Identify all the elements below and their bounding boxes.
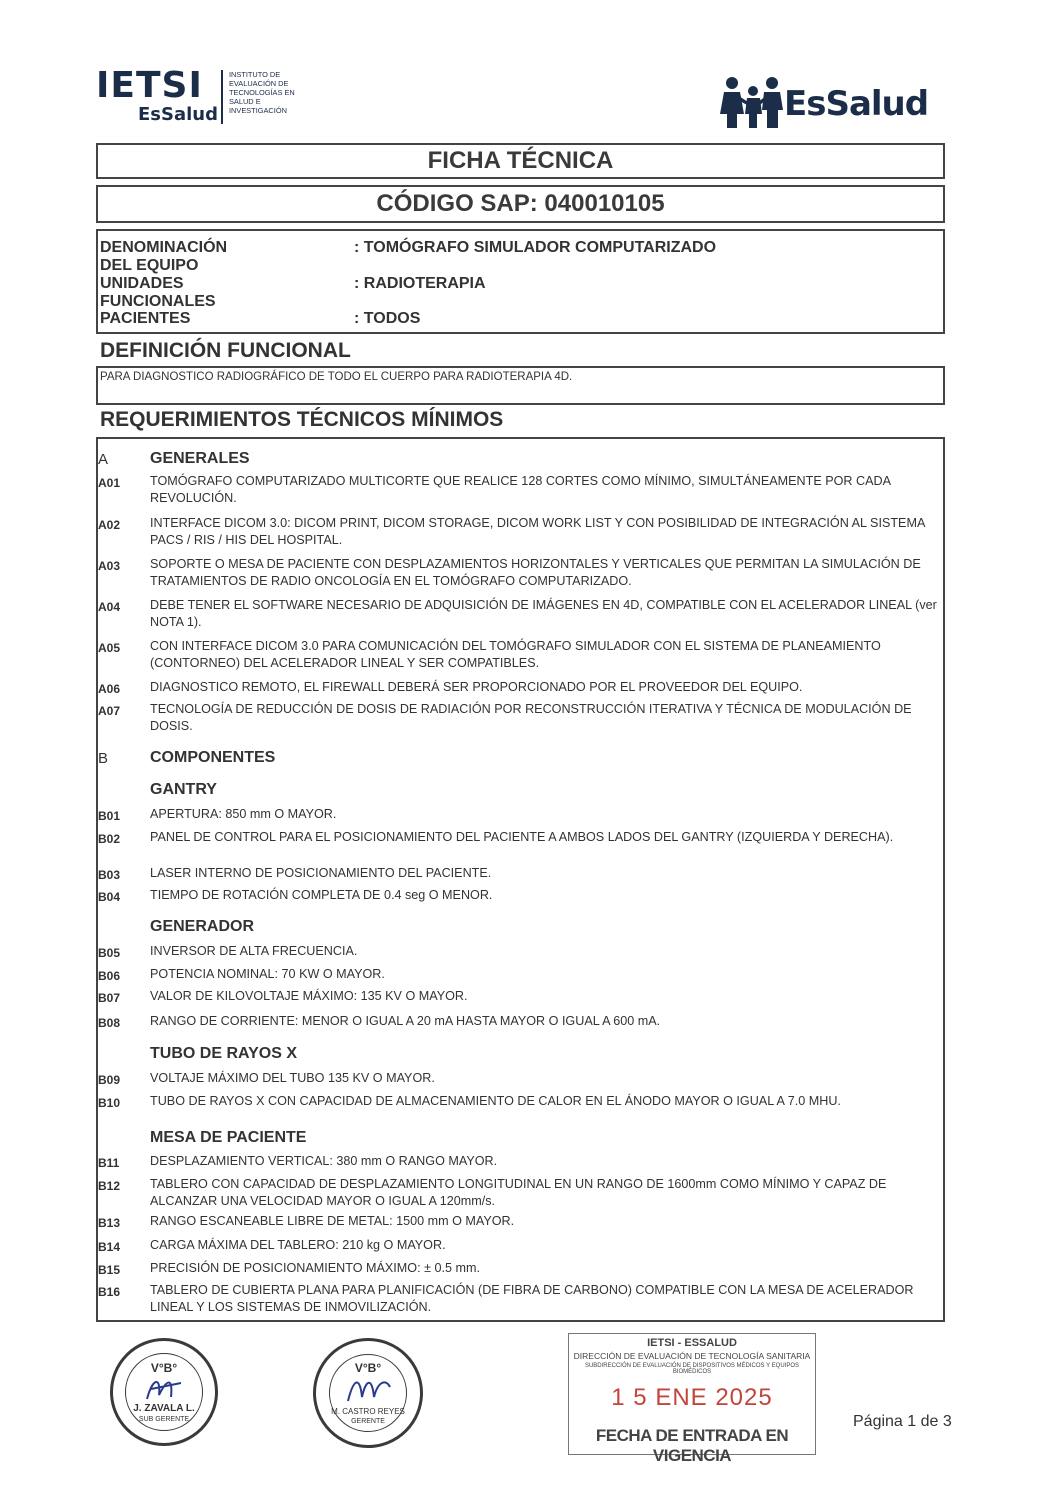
item-text: TABLERO CON CAPACIDAD DE DESPLAZAMIENTO LONGITUDINAL EN UN RANGO DE 1600mm COMO MÍNIMO Y CAPAZ DE ALCANZAR UNA VELOCIDAD MAYOR O IGUAL A 120mm/s. (150, 1177, 887, 1208)
section-title: GENERALES (150, 450, 250, 467)
ident-label: PACIENTES (100, 310, 191, 327)
item-text: PANEL DE CONTROL PARA EL POSICIONAMIENTO DEL PACIENTE A AMBOS LADOS DEL GANTRY (IZQUIERDA Y DERECHA). (150, 830, 894, 844)
page-number: Página 1 de 3 (853, 1413, 952, 1430)
item-text: CARGA MÁXIMA DEL TABLERO: 210 kg O MAYOR. (150, 1238, 446, 1252)
item-text: LASER INTERNO DE POSICIONAMIENTO DEL PACIENTE. (150, 866, 492, 880)
seal-name: J. ZAVALA L. (133, 1403, 195, 1414)
item-code: B05 (98, 946, 121, 960)
item-text: VALOR DE KILOVOLTAJE MÁXIMO: 135 KV O MAYOR. (150, 989, 468, 1003)
item-code: A03 (98, 559, 121, 573)
ietsi-logo (96, 65, 316, 128)
ident-value: : TOMÓGRAFO SIMULADOR COMPUTARIZADO (354, 239, 717, 256)
logo-divider (221, 70, 223, 124)
item-code: B12 (98, 1179, 121, 1193)
requirements-heading: REQUERIMIENTOS TÉCNICOS MÍNIMOS (100, 408, 504, 431)
item-code: A07 (98, 704, 121, 718)
item-text: PRECISIÓN DE POSICIONAMIENTO MÁXIMO: ± 0.5 mm. (150, 1261, 480, 1275)
ident-label: UNIDADES FUNCIONALES (100, 275, 216, 310)
stamp-date: 1 5 ENE 2025 (611, 1384, 773, 1411)
subsection-title: GENERADOR (150, 918, 255, 935)
signature-icon (143, 1373, 187, 1403)
item-code: B11 (98, 1156, 120, 1170)
item-code: B04 (98, 890, 121, 904)
ident-value: : RADIOTERAPIA (354, 275, 486, 292)
essalud-logo-text: EsSalud (784, 84, 929, 124)
section-letter: B (98, 750, 109, 767)
seal-role: GERENTE (351, 1418, 385, 1425)
item-text: TABLERO DE CUBIERTA PLANA PARA PLANIFICACIÓN (DE FIBRA DE CARBONO) COMPATIBLE CON LA MESA DE ACELERADOR LINEAL Y LOS SISTEMAS DE INMOVILIZACIÓN. (150, 1283, 914, 1314)
seal-vb: V°B° (354, 1361, 382, 1375)
item-text: SOPORTE O MESA DE PACIENTE CON DESPLAZAMIENTOS HORIZONTALES Y VERTICALES QUE PERMITAN LA SIMULACIÓN DE TRATAMIENTOS DE RADIO ONCOLOGÍA EN EL TOMÓGRAFO COMPUTARIZADO. (150, 557, 921, 588)
signature-icon (344, 1371, 394, 1405)
seal-name: M. CASTRO REYES (331, 1407, 405, 1416)
essalud-logo (720, 74, 950, 130)
item-code: A04 (98, 600, 121, 614)
item-text: TOMÓGRAFO COMPUTARIZADO MULTICORTE QUE REALICE 128 CORTES COMO MÍNIMO, SIMULTÁNEAMENTE POR CADA REVOLUCIÓN. (150, 474, 891, 505)
item-text: DESPLAZAMIENTO VERTICAL: 380 mm O RANGO MAYOR. (150, 1154, 498, 1168)
item-text: TIEMPO DE ROTACIÓN COMPLETA DE 0.4 seg O MENOR. (150, 888, 493, 902)
document-title: FICHA TÉCNICA (96, 143, 945, 179)
item-text: APERTURA: 850 mm O MAYOR. (150, 807, 337, 821)
subsection-title: TUBO DE RAYOS X (150, 1045, 297, 1062)
equipment-identification (96, 229, 945, 334)
definition-text: PARA DIAGNOSTICO RADIOGRÁFICO DE TODO EL CUERPO PARA RADIOTERAPIA 4D. (100, 371, 573, 383)
subsection-title: GANTRY (150, 781, 217, 798)
ident-label: DENOMINACIÓN DEL EQUIPO (100, 239, 228, 274)
stamp-institution: IETSI - ESSALUD (647, 1337, 737, 1349)
item-text: DEBE TENER EL SOFTWARE NECESARIO DE ADQUISICIÓN DE IMÁGENES EN 4D, COMPATIBLE CON EL ACELERADOR LINEAL (ver NOTA 1). (150, 598, 937, 629)
item-code: B13 (98, 1216, 121, 1230)
seal-role: SUB GERENTE (138, 1416, 190, 1423)
item-code: B09 (98, 1073, 121, 1087)
item-text: INVERSOR DE ALTA FRECUENCIA. (150, 944, 358, 958)
item-text: RANGO DE CORRIENTE: MENOR O IGUAL A 20 mA HASTA MAYOR O IGUAL A 600 mA. (150, 1014, 661, 1028)
item-code: A06 (98, 682, 121, 696)
item-text: TUBO DE RAYOS X CON CAPACIDAD DE ALMACENAMIENTO DE CALOR EN EL ÁNODO MAYOR O IGUAL A 7.0 MHU. (150, 1094, 841, 1108)
ietsi-logo-text: IETSI (96, 65, 203, 106)
stamp-subdirection: SUBDIRECCIÓN DE EVALUACIÓN DE DISPOSITIVOS MÉDICOS Y EQUIPOS BIOMÉDICOS (584, 1363, 800, 1375)
item-text: POTENCIA NOMINAL: 70 KW O MAYOR. (150, 967, 385, 981)
ietsi-institution-name: INSTITUTO DE EVALUACIÓN DE TECNOLOGÍAS EN SALUD E INVESTIGACIÓN (229, 70, 295, 115)
sap-code: CÓDIGO SAP: 040010105 (96, 185, 945, 223)
item-text: RANGO ESCANEABLE LIBRE DE METAL: 1500 mm O MAYOR. (150, 1214, 515, 1228)
subsection-title: MESA DE PACIENTE (150, 1129, 307, 1146)
approval-seal-gerente (313, 1338, 423, 1448)
item-code: A02 (98, 518, 121, 532)
stamp-direction: DIRECCIÓN DE EVALUACIÓN DE TECNOLOGÍA SANITARIA (573, 1351, 811, 1361)
section-title: COMPONENTES (150, 749, 276, 766)
item-text: INTERFACE DICOM 3.0: DICOM PRINT, DICOM STORAGE, DICOM WORK LIST Y CON POSIBILIDAD DE INTEGRACIÓN AL SISTEMA PACS / RIS / HIS DEL HOSPITAL. (150, 516, 925, 547)
item-code: A05 (98, 641, 121, 655)
item-code: B15 (98, 1263, 121, 1277)
stamp-caption: FECHA DE ENTRADA EN VIGENCIA (595, 1426, 789, 1465)
item-code: B10 (98, 1096, 121, 1110)
seal-vb: V°B° (150, 1361, 178, 1375)
definition-box (96, 366, 945, 405)
item-code: B16 (98, 1285, 121, 1299)
approval-seal-subgerente (110, 1338, 218, 1446)
section-letter: A (98, 451, 109, 468)
item-text: VOLTAJE MÁXIMO DEL TUBO 135 KV O MAYOR. (150, 1071, 435, 1085)
validity-stamp (568, 1333, 816, 1465)
item-code: B02 (98, 832, 121, 846)
definition-heading: DEFINICIÓN FUNCIONAL (100, 339, 351, 362)
ietsi-logo-sub: EsSalud (138, 104, 218, 125)
item-code: B08 (98, 1016, 121, 1030)
item-code: A01 (98, 476, 121, 490)
item-text: DIAGNOSTICO REMOTO, EL FIREWALL DEBERÁ SER PROPORCIONADO POR EL PROVEEDOR DEL EQUIPO. (150, 680, 803, 694)
item-code: B07 (98, 991, 121, 1005)
ident-value: : TODOS (354, 310, 421, 327)
item-code: B03 (98, 868, 121, 882)
item-code: B01 (98, 809, 121, 823)
family-icon (720, 74, 786, 130)
item-code: B14 (98, 1240, 121, 1254)
item-text: CON INTERFACE DICOM 3.0 PARA COMUNICACIÓN DEL TOMÓGRAFO SIMULADOR CON EL SISTEMA DE PLANEAMIENTO (CONTORNEO) DEL ACELERADOR LINEAL Y SER COMPATIBLES. (150, 639, 881, 670)
item-code: B06 (98, 969, 121, 983)
item-text: TECNOLOGÍA DE REDUCCIÓN DE DOSIS DE RADIACIÓN POR RECONSTRUCCIÓN ITERATIVA Y TÉCNICA DE MODULACIÓN DE DOSIS. (150, 702, 912, 733)
